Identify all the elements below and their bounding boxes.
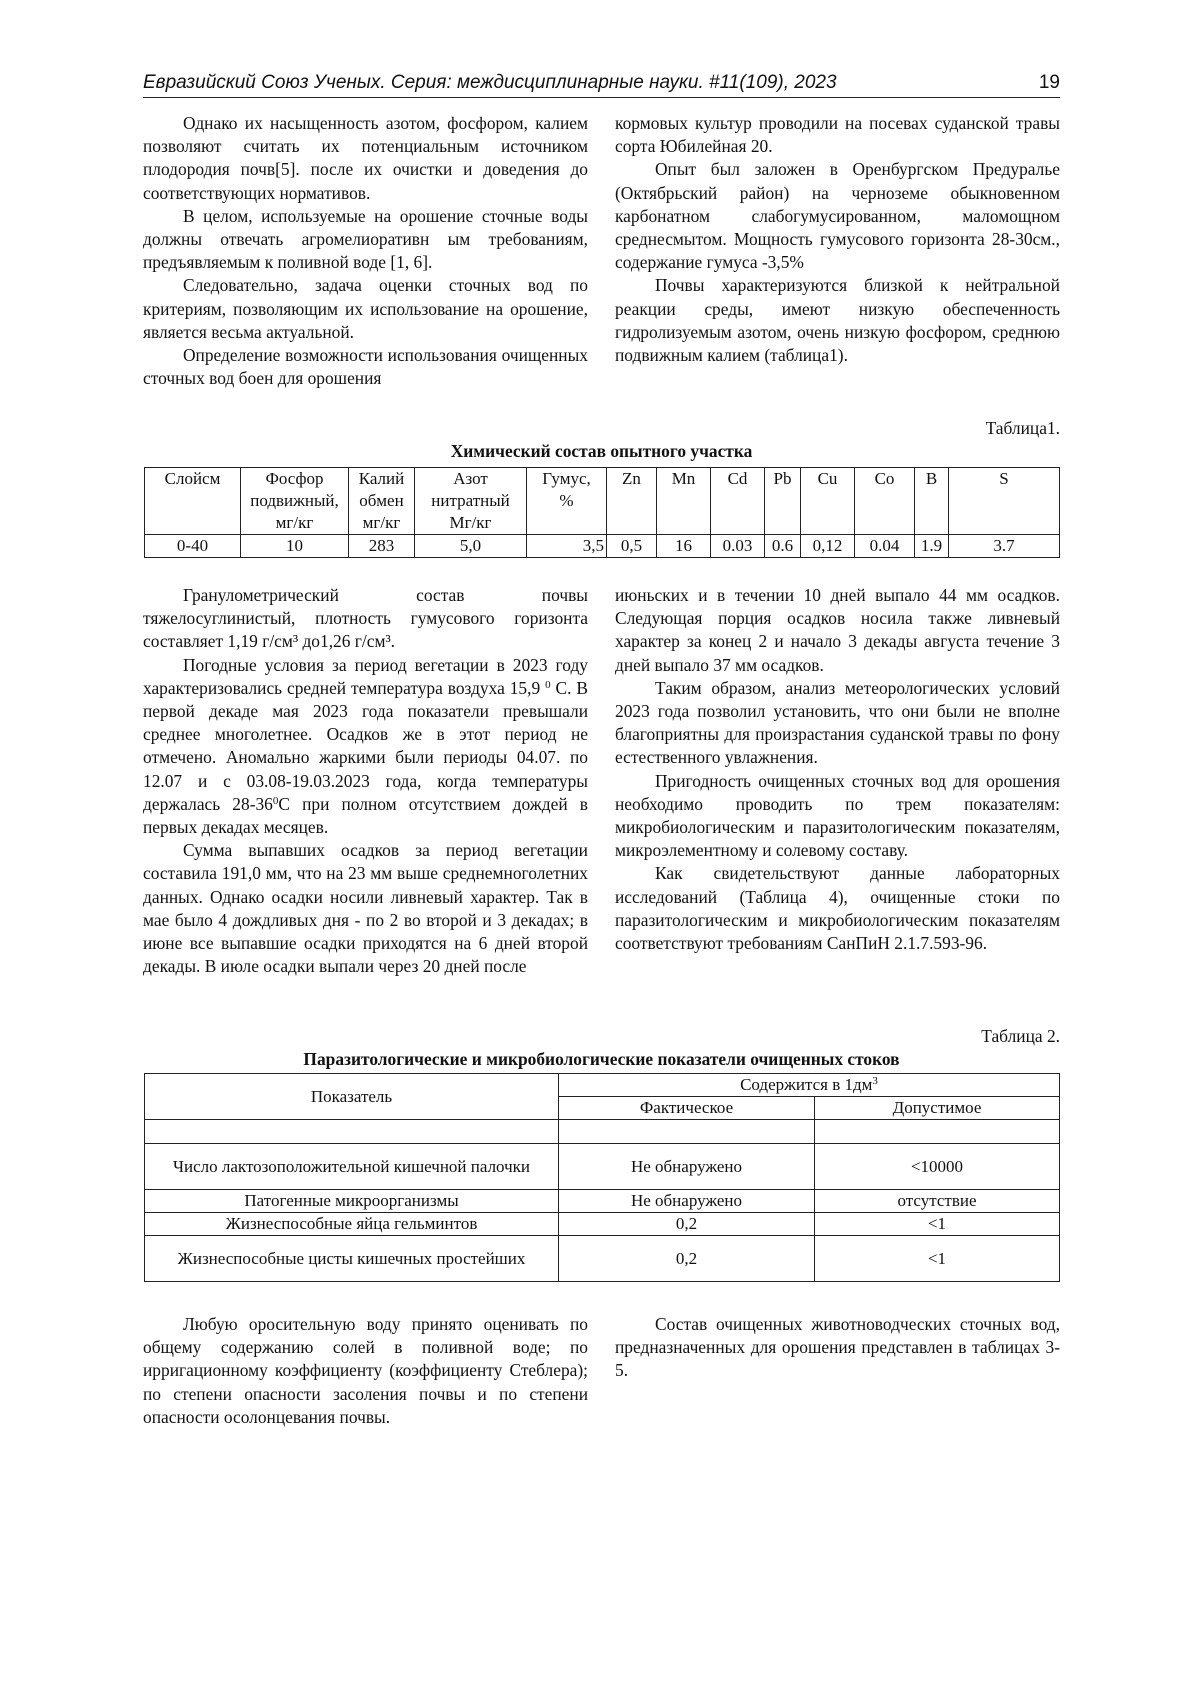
th-phosphorus xyxy=(241,468,349,535)
th-indicator: Показатель xyxy=(145,1074,559,1120)
header-line: подвижный, xyxy=(250,491,339,510)
superscript: 3 xyxy=(872,1075,878,1087)
cell: 16 xyxy=(657,535,711,558)
cell: 0.04 xyxy=(855,535,915,558)
header-line: Фосфор xyxy=(265,469,324,488)
text-span: Погодные условия за период вегетации в 2023 году характеризовались средней температура воздуха 15,9 xyxy=(143,654,588,698)
th-mn: Mn xyxy=(657,468,711,535)
th-cu: Cu xyxy=(801,468,855,535)
header-text: Содержится в 1дм xyxy=(740,1075,873,1094)
paragraph: Почвы характеризуются близкой к нейтральной реакции среды, имеют низкую обеспеченность гидролизуемым азотом, очень низкую фосфором, среднюю подвижным калием (таблица1). xyxy=(615,275,1060,366)
th-layer xyxy=(145,468,241,535)
paragraph: Определение возможности использования очищенных сточных вод боен для орошения xyxy=(143,345,588,389)
cell: Не обнаружено xyxy=(559,1190,815,1213)
paragraph: Сумма выпавших осадков за период вегетации составила 191,0 мм, что на 23 мм выше среднемноголетних данных. Однако осадки носили ливневый характер. Так в мае было 4 дождливых дня - по 2 во второй и 3 декадах; в июне все выпавшие осадки приходятся на 6 дней второй декады. В июле осадки выпали через 20 дней после xyxy=(143,840,588,977)
cell: 0,12 xyxy=(801,535,855,558)
bottom-left-column xyxy=(143,1313,588,1429)
paragraph: Пригодность очищенных сточных вод для орошения необходимо проводить по трем показателям: микробиологическим и паразитологическим показателям, микроэлементному и солевому составу. xyxy=(615,770,1060,861)
th-pb: Pb xyxy=(765,468,801,535)
top-right-column xyxy=(615,112,1060,367)
table2-label: Таблица 2. xyxy=(981,1026,1060,1046)
header-line: мг/кг xyxy=(362,513,401,532)
cell: Число лактозоположительной кишечной палочки xyxy=(145,1144,559,1190)
th-co: Co xyxy=(855,468,915,535)
table1-label: Таблица1. xyxy=(985,418,1060,438)
paragraph: июньских и в течении 10 дней выпало 44 мм осадков. Следующая порция осадков носила также ливневый характер за конец 2 и начало 3 декады августа течение 3 дней выпало 37 мм осадков. xyxy=(615,585,1060,675)
cell: отсутствие xyxy=(815,1190,1060,1213)
text-span: С при полном отсутствием дождей в первых декадах месяцев. xyxy=(143,793,588,838)
mid-left-column xyxy=(143,584,588,978)
mid-right-column xyxy=(615,584,1060,955)
th-cd: Cd xyxy=(711,468,765,535)
th-actual: Фактическое xyxy=(559,1097,815,1120)
cell: <1 xyxy=(815,1236,1060,1282)
cell xyxy=(815,1120,1060,1144)
paragraph: Следовательно, задача оценки сточных вод по критериям, позволяющим их использование на орошение, является весьма актуальной. xyxy=(143,275,588,342)
superscript: 0 xyxy=(545,678,551,691)
header-line: нитратный xyxy=(431,491,510,510)
table-row xyxy=(145,1213,1060,1236)
page-header xyxy=(143,72,1060,98)
header-line: мг/кг xyxy=(275,513,314,532)
header-line: Мг/кг xyxy=(449,513,492,532)
cell: 0,2 xyxy=(559,1213,815,1236)
paragraph: Гранулометрический состав почвы тяжелосуглинистый, плотность гумусового горизонта составляет 1,19 г/см³ до1,26 г/см³. xyxy=(143,585,588,652)
th-zn: Zn xyxy=(607,468,657,535)
paragraph: Таким образом, анализ метеорологических условий 2023 года позволил установить, что они были не вполне благоприятны для произрастания суданской травы по фону естественного увлажнения. xyxy=(615,677,1060,768)
table1-header-row xyxy=(145,468,1060,535)
cell: 10 xyxy=(241,535,349,558)
header-line: % xyxy=(559,491,574,510)
header-line: Гумус, xyxy=(542,469,591,488)
paragraph: Состав очищенных животноводческих сточных вод, предназначенных для орошения представлен в таблицах 3- 5. xyxy=(615,1314,1060,1381)
table2-title: Паразитологические и микробиологические показатели очищенных стоков xyxy=(303,1049,900,1069)
cell: Патогенные микроорганизмы xyxy=(145,1190,559,1213)
cell: <1 xyxy=(815,1213,1060,1236)
table1-data-row xyxy=(145,535,1060,558)
cell: 3,5 xyxy=(527,535,607,558)
paragraph: Любую оросительную воду принято оценивать по общему содержанию солей в поливной воде; по ирригационному коэффициенту (коэффициенту Стеблера); по степени опасности засоления почвы и по степени опасности осолонцевания почвы. xyxy=(143,1314,588,1427)
th-nitrogen xyxy=(415,468,527,535)
table-row xyxy=(145,1236,1060,1282)
text-span: С. В первой декаде мая 2023 года показатели превышали среднее многолетнее. Осадков же в этот период не отмечено. Аномально жаркими были периоды 04.07. по 12.07 и с 03.08-19.03.2023 года, когда температуры держалась 28-36 xyxy=(143,677,588,814)
paragraph: Однако их насыщенность азотом, фосфором, калием позволяют считать их потенциальным источником плодородия почв[5]. после их очистки и доведения до соответствующих нормативов. xyxy=(143,113,588,203)
cell: 0.03 xyxy=(711,535,765,558)
cell: 1.9 xyxy=(915,535,949,558)
cell: Не обнаружено xyxy=(559,1144,815,1190)
header-line: обмен xyxy=(359,491,404,510)
table-row xyxy=(145,1190,1060,1213)
cell: 5,0 xyxy=(415,535,527,558)
paragraph: В целом, используемые на орошение сточные воды должны отвечать агромелиоративн ым требованиям, предъявляемым к поливной воде [1, 6]. xyxy=(143,205,588,273)
table1-title: Химический состав опытного участка xyxy=(450,441,753,461)
cell: <10000 xyxy=(815,1144,1060,1190)
th-contains xyxy=(559,1074,1060,1097)
table2-header-row xyxy=(145,1074,1060,1097)
paragraph: кормовых культур проводили на посевах суданской травы сорта Юбилейная 20. xyxy=(615,113,1060,157)
cell: 0,2 xyxy=(559,1236,815,1282)
header-line: Слойсм xyxy=(164,469,221,488)
page-number: 19 xyxy=(1038,72,1060,93)
cell: 0.6 xyxy=(765,535,801,558)
table2 xyxy=(144,1073,1060,1282)
journal-title: Евразийский Союз Ученых. Серия: междисциплинарные науки. #11(109), 2023 xyxy=(143,72,837,93)
cell: Жизнеспособные яйца гельминтов xyxy=(145,1213,559,1236)
superscript: 0 xyxy=(272,794,279,807)
th-potassium xyxy=(349,468,415,535)
paragraph: Как свидетельствуют данные лабораторных исследований (Таблица 4), очищенные стоки по паразитологическим и микробиологическим показателям соответствуют требованиям СанПиН 2.1.7.593-96. xyxy=(615,863,1060,954)
table2-empty-row xyxy=(145,1120,1060,1144)
header-line: Калий xyxy=(358,469,405,488)
cell: 0,5 xyxy=(607,535,657,558)
bottom-right-column xyxy=(615,1313,1060,1383)
cell: 283 xyxy=(349,535,415,558)
header-line: Азот xyxy=(453,469,488,488)
paragraph: Опыт был заложен в Оренбургском Предуралье (Октябрьский район) на черноземе обыкновенном карбонатном слабогумусированном, маломощном среднесмытом. Мощность гумусового горизонта 28-30см., содержание гумуса -3,5% xyxy=(615,159,1060,273)
paragraph xyxy=(143,654,588,840)
cell xyxy=(559,1120,815,1144)
cell: 3.7 xyxy=(949,535,1060,558)
cell xyxy=(145,1120,559,1144)
table1 xyxy=(144,467,1060,558)
cell: 0-40 xyxy=(145,535,241,558)
cell: Жизнеспособные цисты кишечных простейших xyxy=(145,1236,559,1282)
th-allowed: Допустимое xyxy=(815,1097,1060,1120)
top-left-column xyxy=(143,112,588,390)
th-b: B xyxy=(915,468,949,535)
th-humus xyxy=(527,468,607,535)
table-row xyxy=(145,1144,1060,1190)
th-s: S xyxy=(949,468,1060,535)
